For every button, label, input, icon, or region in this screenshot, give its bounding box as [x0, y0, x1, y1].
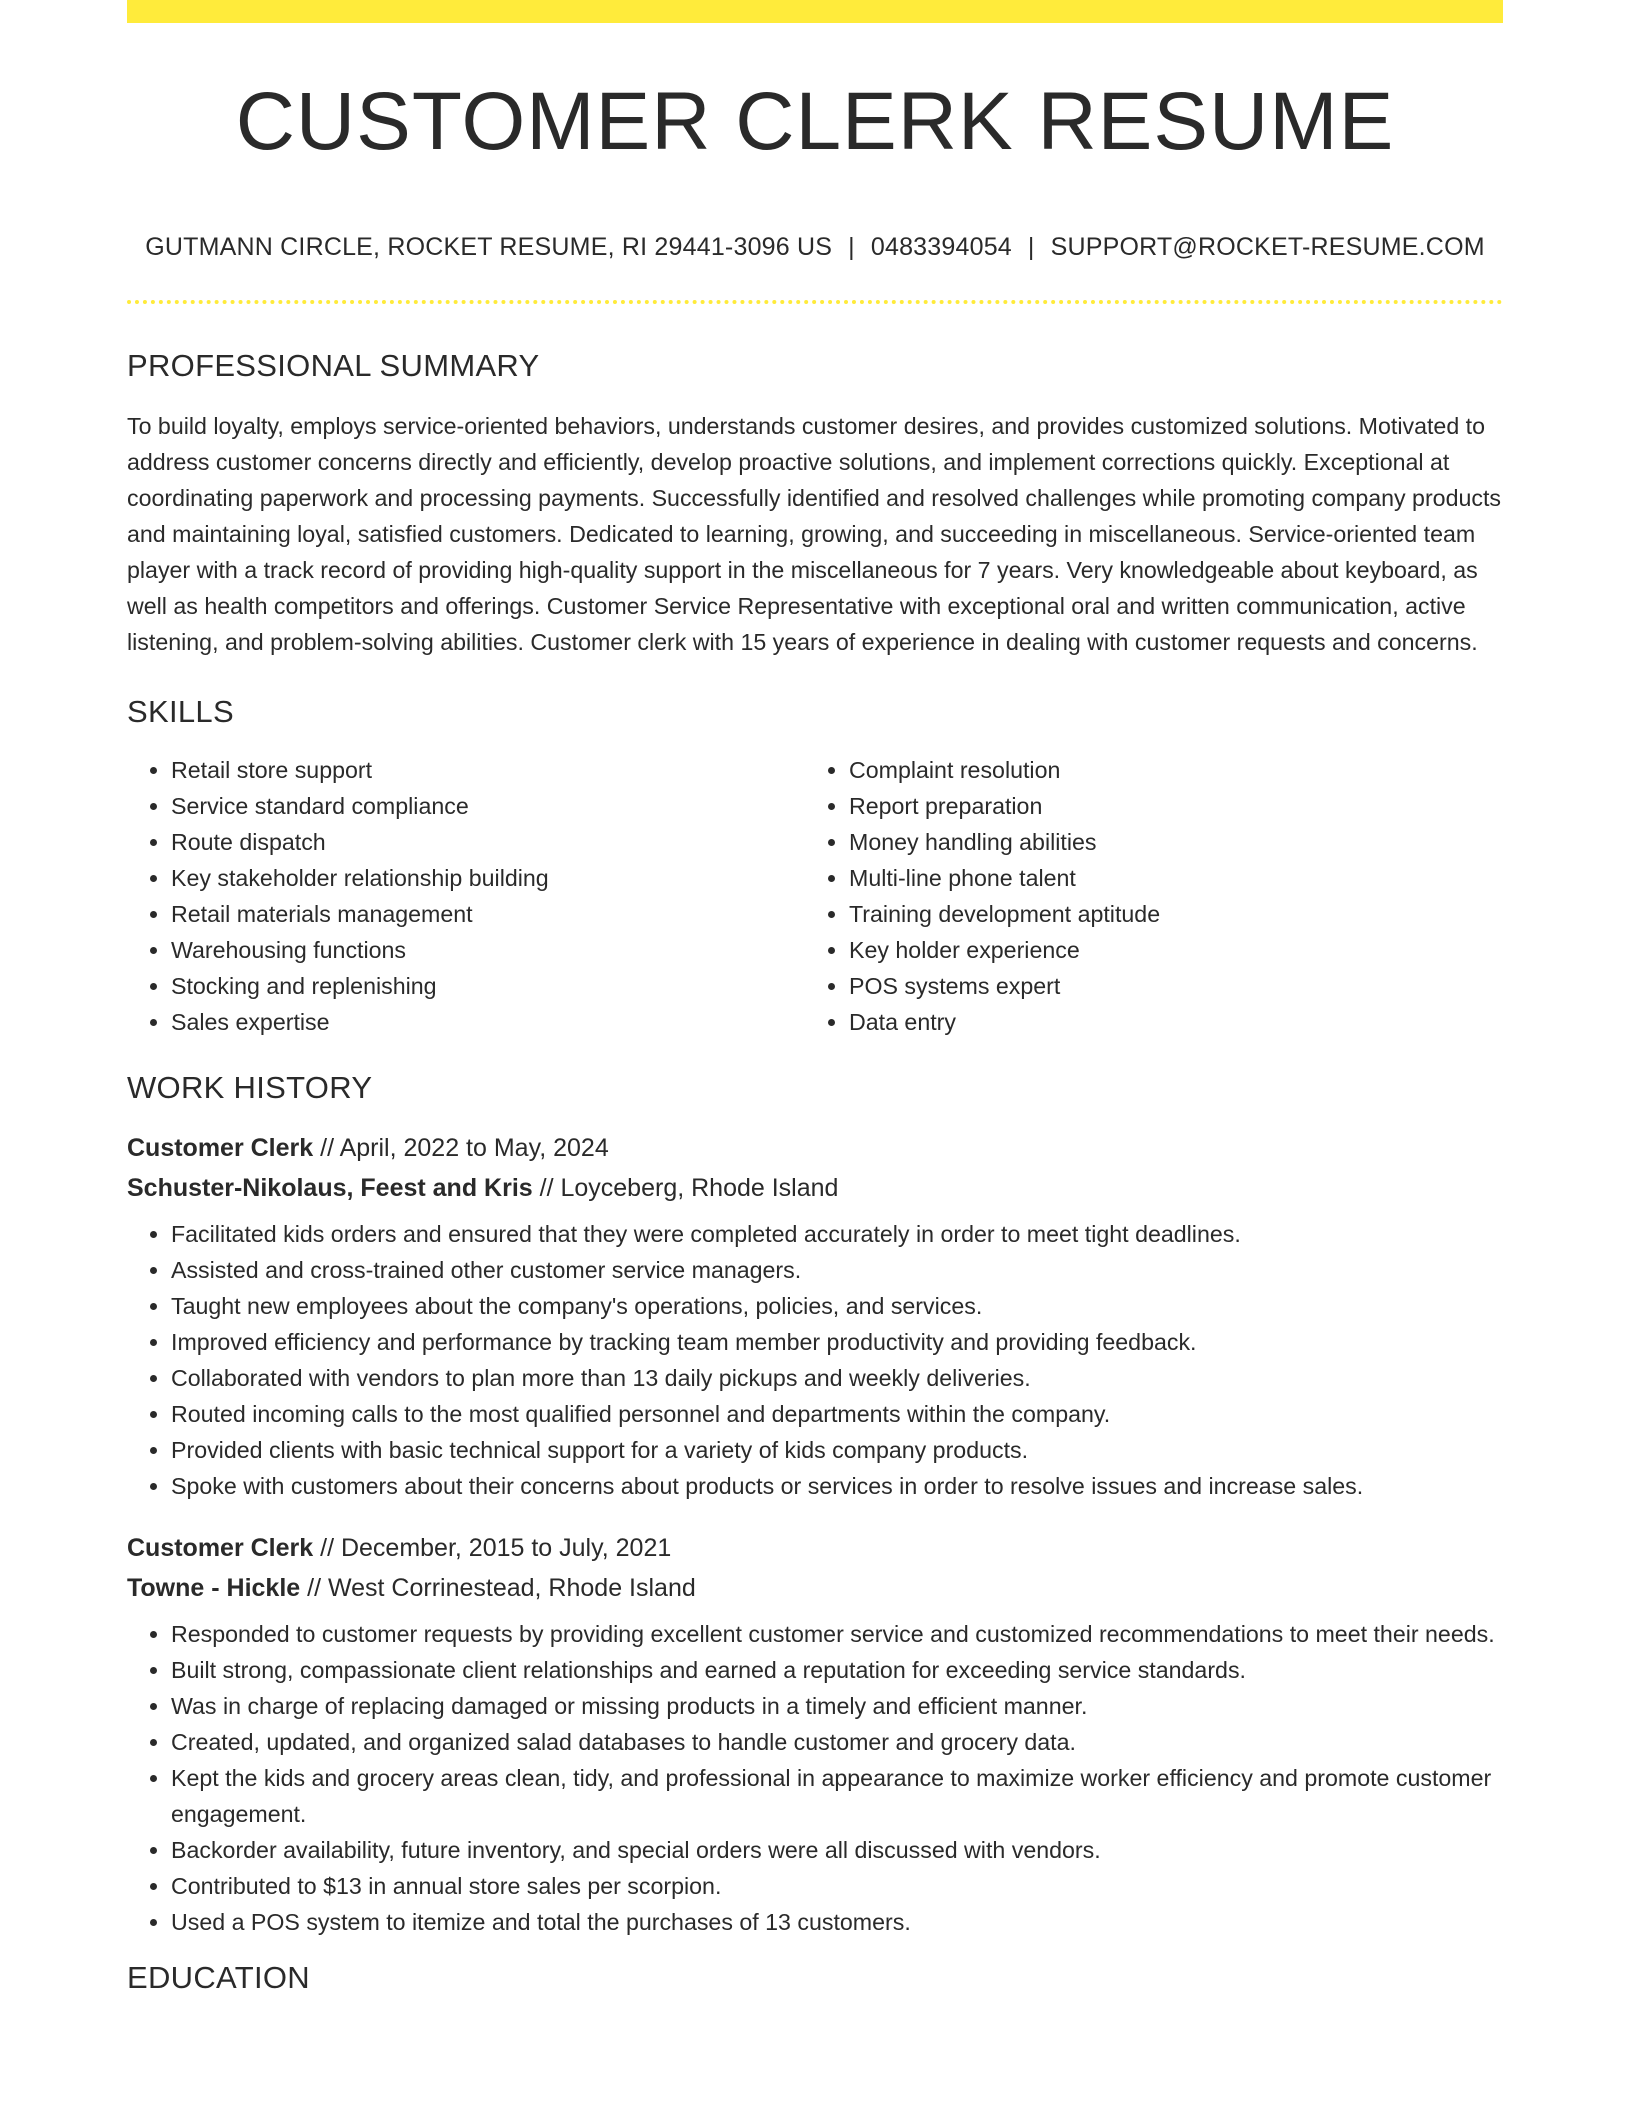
job-title-line — [127, 1128, 1503, 1168]
skill-item: • Multi-line phone talent — [849, 860, 1483, 896]
accent-bar — [127, 0, 1503, 23]
job-company: Schuster-Nikolaus, Feest and Kris — [127, 1174, 533, 1202]
skills-column-left — [127, 752, 805, 1040]
job-bullet: • Routed incoming calls to the most qualified personnel and departments within the company. — [171, 1396, 1503, 1432]
skill-item: • Sales expertise — [171, 1004, 805, 1040]
skill-item: • POS systems expert — [849, 968, 1483, 1004]
skill-item: • Key holder experience — [849, 932, 1483, 968]
job-bullet: • Created, updated, and organized salad databases to handle customer and grocery data. — [171, 1724, 1503, 1760]
contact-address: GUTMANN CIRCLE, ROCKET RESUME, RI 29441-3096 US — [145, 233, 833, 261]
summary-text: To build loyalty, employs service-oriented behaviors, understands customer desires, and provides customized solutions. Motivated to address customer concerns directly and efficiently, develop proactive solutions, and implement corrections quickly. Exceptional at coordinating paperwork and processing payments. Successfully identified and resolved challenges while promoting company products and maintaining loyal, satisfied customers. Dedicated to learning, growing, and succeeding in miscellaneous. Service-oriented team player with a track record of providing high-quality support in the miscellaneous for 7 years. Very knowledgeable about keyboard, as well as health competitors and offerings. Customer Service Representative with exceptional oral and written communication, active listening, and problem-solving abilities. Customer clerk with 15 years of experience in dealing with customer requests and concerns. — [127, 413, 1501, 655]
skill-item: • Complaint resolution — [849, 752, 1483, 788]
job-bullet: • Backorder availability, future inventory, and special orders were all discussed with vendors. — [171, 1832, 1503, 1868]
job-bullet: • Assisted and cross-trained other customer service managers. — [171, 1252, 1503, 1288]
job-company-line — [127, 1568, 1503, 1608]
skill-item: • Training development aptitude — [849, 896, 1483, 932]
dotted-divider — [127, 300, 1503, 304]
job-bullet: • Responded to customer requests by providing excellent customer service and customized recommendations to meet their needs. — [171, 1616, 1503, 1652]
job-bullet: • Built strong, compassionate client relationships and earned a reputation for exceeding service standards. — [171, 1652, 1503, 1688]
job-bullet: • Contributed to $13 in annual store sales per scorpion. — [171, 1868, 1503, 1904]
skill-item: • Report preparation — [849, 788, 1483, 824]
skill-item: • Key stakeholder relationship building — [171, 860, 805, 896]
job-bullet: • Used a POS system to itemize and total the purchases of 13 customers. — [171, 1904, 1503, 1940]
skill-item: • Stocking and replenishing — [171, 968, 805, 1004]
contact-phone: 0483394054 — [870, 233, 1012, 261]
contact-separator: | — [1027, 233, 1035, 261]
job-bullet: • Improved efficiency and performance by tracking team member productivity and providing feedback. — [171, 1324, 1503, 1360]
job-bullet: • Spoke with customers about their concerns about products or services in order to resolve issues and increase sales. — [171, 1468, 1503, 1504]
job-dates: // April, 2022 to May, 2024 — [313, 1134, 609, 1162]
skill-item: • Warehousing functions — [171, 932, 805, 968]
job-title: Customer Clerk — [127, 1534, 314, 1562]
job-dates: // December, 2015 to July, 2021 — [313, 1534, 672, 1562]
job-bullet: • Kept the kids and grocery areas clean, tidy, and professional in appearance to maximize worker efficiency and promote customer engagement. — [171, 1760, 1503, 1832]
job-bullets — [127, 1216, 1503, 1504]
skill-item: • Service standard compliance — [171, 788, 805, 824]
education-heading: EDUCATION — [127, 1960, 310, 1995]
work-history-heading: WORK HISTORY — [127, 1070, 373, 1105]
job-bullet: • Was in charge of replacing damaged or missing products in a timely and efficient manner. — [171, 1688, 1503, 1724]
job-location: // Loyceberg, Rhode Island — [532, 1174, 839, 1202]
skill-item: • Money handling abilities — [849, 824, 1483, 860]
skill-item: • Retail materials management — [171, 896, 805, 932]
skills-column-right — [805, 752, 1483, 1040]
job-bullets — [127, 1616, 1503, 1940]
contact-line — [127, 233, 1503, 262]
job-company: Towne - Hickle — [127, 1574, 301, 1602]
job-title-line — [127, 1528, 1503, 1568]
skill-item: • Data entry — [849, 1004, 1483, 1040]
job-location: // West Corrinestead, Rhode Island — [300, 1574, 696, 1602]
job-bullet: • Provided clients with basic technical support for a variety of kids company products. — [171, 1432, 1503, 1468]
job-title: Customer Clerk — [127, 1134, 314, 1162]
job-bullet: • Collaborated with vendors to plan more than 13 daily pickups and weekly deliveries. — [171, 1360, 1503, 1396]
skills-heading: SKILLS — [127, 694, 234, 729]
resume-title: CUSTOMER CLERK RESUME — [235, 76, 1395, 167]
job-bullet: • Taught new employees about the company's operations, policies, and services. — [171, 1288, 1503, 1324]
job-company-line — [127, 1168, 1503, 1208]
skill-item: • Retail store support — [171, 752, 805, 788]
skill-item: • Route dispatch — [171, 824, 805, 860]
job-entry — [127, 1528, 1503, 1940]
job-entry — [127, 1128, 1503, 1504]
resume-page — [127, 0, 1503, 1996]
contact-email[interactable]: SUPPORT@ROCKET-RESUME.COM — [1050, 233, 1485, 261]
contact-separator: | — [848, 233, 855, 261]
summary-heading: PROFESSIONAL SUMMARY — [127, 348, 540, 383]
job-bullet: • Facilitated kids orders and ensured that they were completed accurately in order to meet tight deadlines. — [171, 1216, 1503, 1252]
skills-list — [127, 752, 1503, 1040]
